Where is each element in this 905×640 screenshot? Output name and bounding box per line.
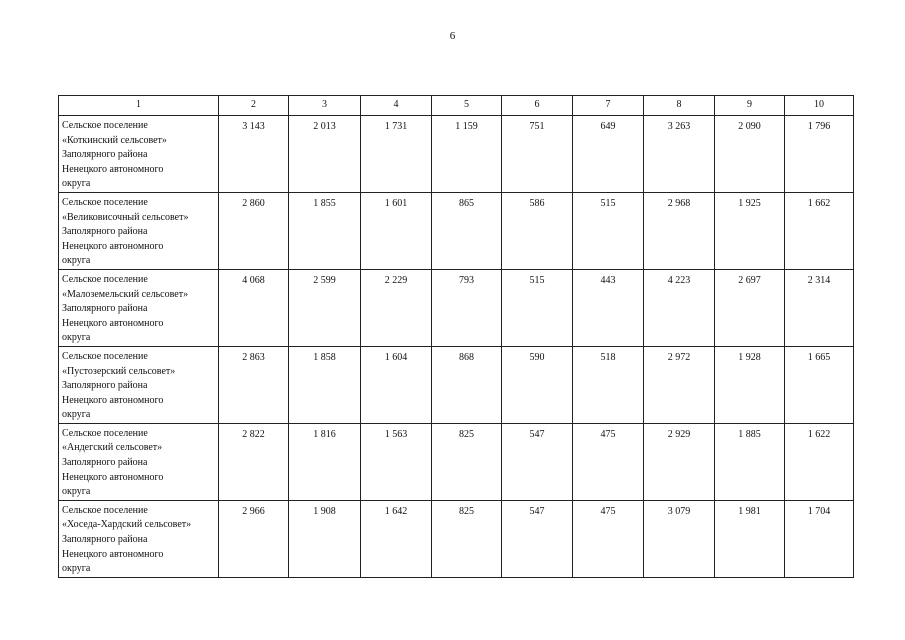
settlement-name-line: округа [62, 563, 91, 575]
column-header: 5 [432, 96, 502, 116]
value-cell: 4 068 [219, 269, 289, 346]
settlement-name-line: Заполярного района [62, 457, 148, 469]
settlement-name-line: «Пустозерский сельсовет» [62, 365, 176, 377]
settlement-name-line: округа [62, 178, 91, 190]
value-cell: 2 822 [219, 423, 289, 500]
value-cell: 865 [432, 192, 502, 269]
table-row [59, 500, 854, 577]
value-cell: 1 563 [361, 423, 432, 500]
column-header: 1 [59, 96, 219, 116]
settlement-name-line: Сельское поселение [62, 120, 148, 131]
settlement-name-line: «Хоседа-Хардский сельсовет» [62, 519, 192, 531]
table-row [59, 269, 854, 346]
value-cell: 2 863 [219, 346, 289, 423]
value-cell: 4 223 [644, 269, 715, 346]
settlement-name-line: «Малоземельский сельсовет» [62, 288, 189, 300]
settlement-name-line: «Коткинский сельсовет» [62, 134, 167, 146]
settlement-name-cell [59, 116, 219, 193]
value-cell: 547 [502, 500, 573, 577]
value-cell: 2 229 [361, 269, 432, 346]
value-cell: 868 [432, 346, 502, 423]
header-row [59, 96, 854, 116]
settlement-name-line: округа [62, 255, 91, 267]
table-row [59, 346, 854, 423]
value-cell: 1 642 [361, 500, 432, 577]
value-cell: 475 [573, 500, 644, 577]
value-cell: 547 [502, 423, 573, 500]
column-header: 9 [715, 96, 785, 116]
settlement-name-line: Сельское поселение [62, 504, 148, 516]
settlement-name-line: Ненецкого автономного [62, 548, 164, 560]
column-header: 6 [502, 96, 573, 116]
value-cell: 1 622 [785, 423, 854, 500]
settlement-name-line: Сельское поселение [62, 273, 148, 285]
value-cell: 1 855 [289, 192, 361, 269]
settlement-name-line: округа [62, 409, 91, 421]
value-cell: 1 925 [715, 192, 785, 269]
value-cell: 518 [573, 346, 644, 423]
value-cell: 1 159 [432, 116, 502, 193]
value-cell: 793 [432, 269, 502, 346]
value-cell: 586 [502, 192, 573, 269]
table-row [59, 423, 854, 500]
settlement-name-line: Сельское поселение [62, 350, 148, 362]
column-header: 7 [573, 96, 644, 116]
settlement-name-cell [59, 423, 219, 500]
value-cell: 1 908 [289, 500, 361, 577]
value-cell: 2 860 [219, 192, 289, 269]
value-cell: 2 013 [289, 116, 361, 193]
settlement-name-line: Сельское поселение [62, 196, 148, 208]
column-header: 2 [219, 96, 289, 116]
value-cell: 2 314 [785, 269, 854, 346]
settlement-name-cell [59, 346, 219, 423]
value-cell: 2 697 [715, 269, 785, 346]
column-header: 8 [644, 96, 715, 116]
column-header: 10 [785, 96, 854, 116]
settlement-name-cell [59, 269, 219, 346]
value-cell: 590 [502, 346, 573, 423]
settlement-name-line: Заполярного района [62, 149, 148, 161]
settlement-name-cell [59, 500, 219, 577]
value-cell: 2 966 [219, 500, 289, 577]
settlement-name-line: Ненецкого автономного [62, 240, 164, 252]
value-cell: 475 [573, 423, 644, 500]
settlement-name-line: Заполярного района [62, 380, 148, 392]
column-header: 3 [289, 96, 361, 116]
settlement-name-line: «Великовисочный сельсовет» [62, 211, 189, 223]
value-cell: 751 [502, 116, 573, 193]
value-cell: 515 [502, 269, 573, 346]
settlement-name-line: Ненецкого автономного [62, 394, 164, 406]
settlement-name-line: Ненецкого автономного [62, 471, 164, 483]
value-cell: 2 972 [644, 346, 715, 423]
value-cell: 1 604 [361, 346, 432, 423]
value-cell: 2 599 [289, 269, 361, 346]
data-table [58, 95, 854, 578]
page-number: 6 [449, 30, 456, 42]
value-cell: 2 929 [644, 423, 715, 500]
value-cell: 1 665 [785, 346, 854, 423]
settlement-name-line: «Андегский сельсовет» [62, 442, 163, 454]
settlement-name-line: Сельское поселение [62, 427, 148, 439]
value-cell: 1 928 [715, 346, 785, 423]
value-cell: 3 263 [644, 116, 715, 193]
value-cell: 3 143 [219, 116, 289, 193]
value-cell: 1 796 [785, 116, 854, 193]
table-row [59, 192, 854, 269]
value-cell: 1 885 [715, 423, 785, 500]
value-cell: 2 090 [715, 116, 785, 193]
settlement-name-line: округа [62, 332, 91, 344]
settlement-name-line: Заполярного района [62, 226, 148, 238]
value-cell: 1 731 [361, 116, 432, 193]
value-cell: 825 [432, 423, 502, 500]
settlement-name-cell [59, 192, 219, 269]
value-cell: 649 [573, 116, 644, 193]
value-cell: 1 981 [715, 500, 785, 577]
value-cell: 443 [573, 269, 644, 346]
settlement-name-line: Заполярного района [62, 534, 148, 546]
settlement-name-line: Заполярного района [62, 303, 148, 315]
value-cell: 1 601 [361, 192, 432, 269]
settlement-name-line: округа [62, 486, 91, 498]
settlement-name-line: Ненецкого автономного [62, 163, 164, 175]
table-row [59, 116, 854, 193]
value-cell: 1 662 [785, 192, 854, 269]
value-cell: 515 [573, 192, 644, 269]
value-cell: 825 [432, 500, 502, 577]
settlement-name-line: Ненецкого автономного [62, 317, 164, 329]
value-cell: 1 704 [785, 500, 854, 577]
column-header: 4 [361, 96, 432, 116]
value-cell: 1 816 [289, 423, 361, 500]
value-cell: 3 079 [644, 500, 715, 577]
value-cell: 1 858 [289, 346, 361, 423]
value-cell: 2 968 [644, 192, 715, 269]
